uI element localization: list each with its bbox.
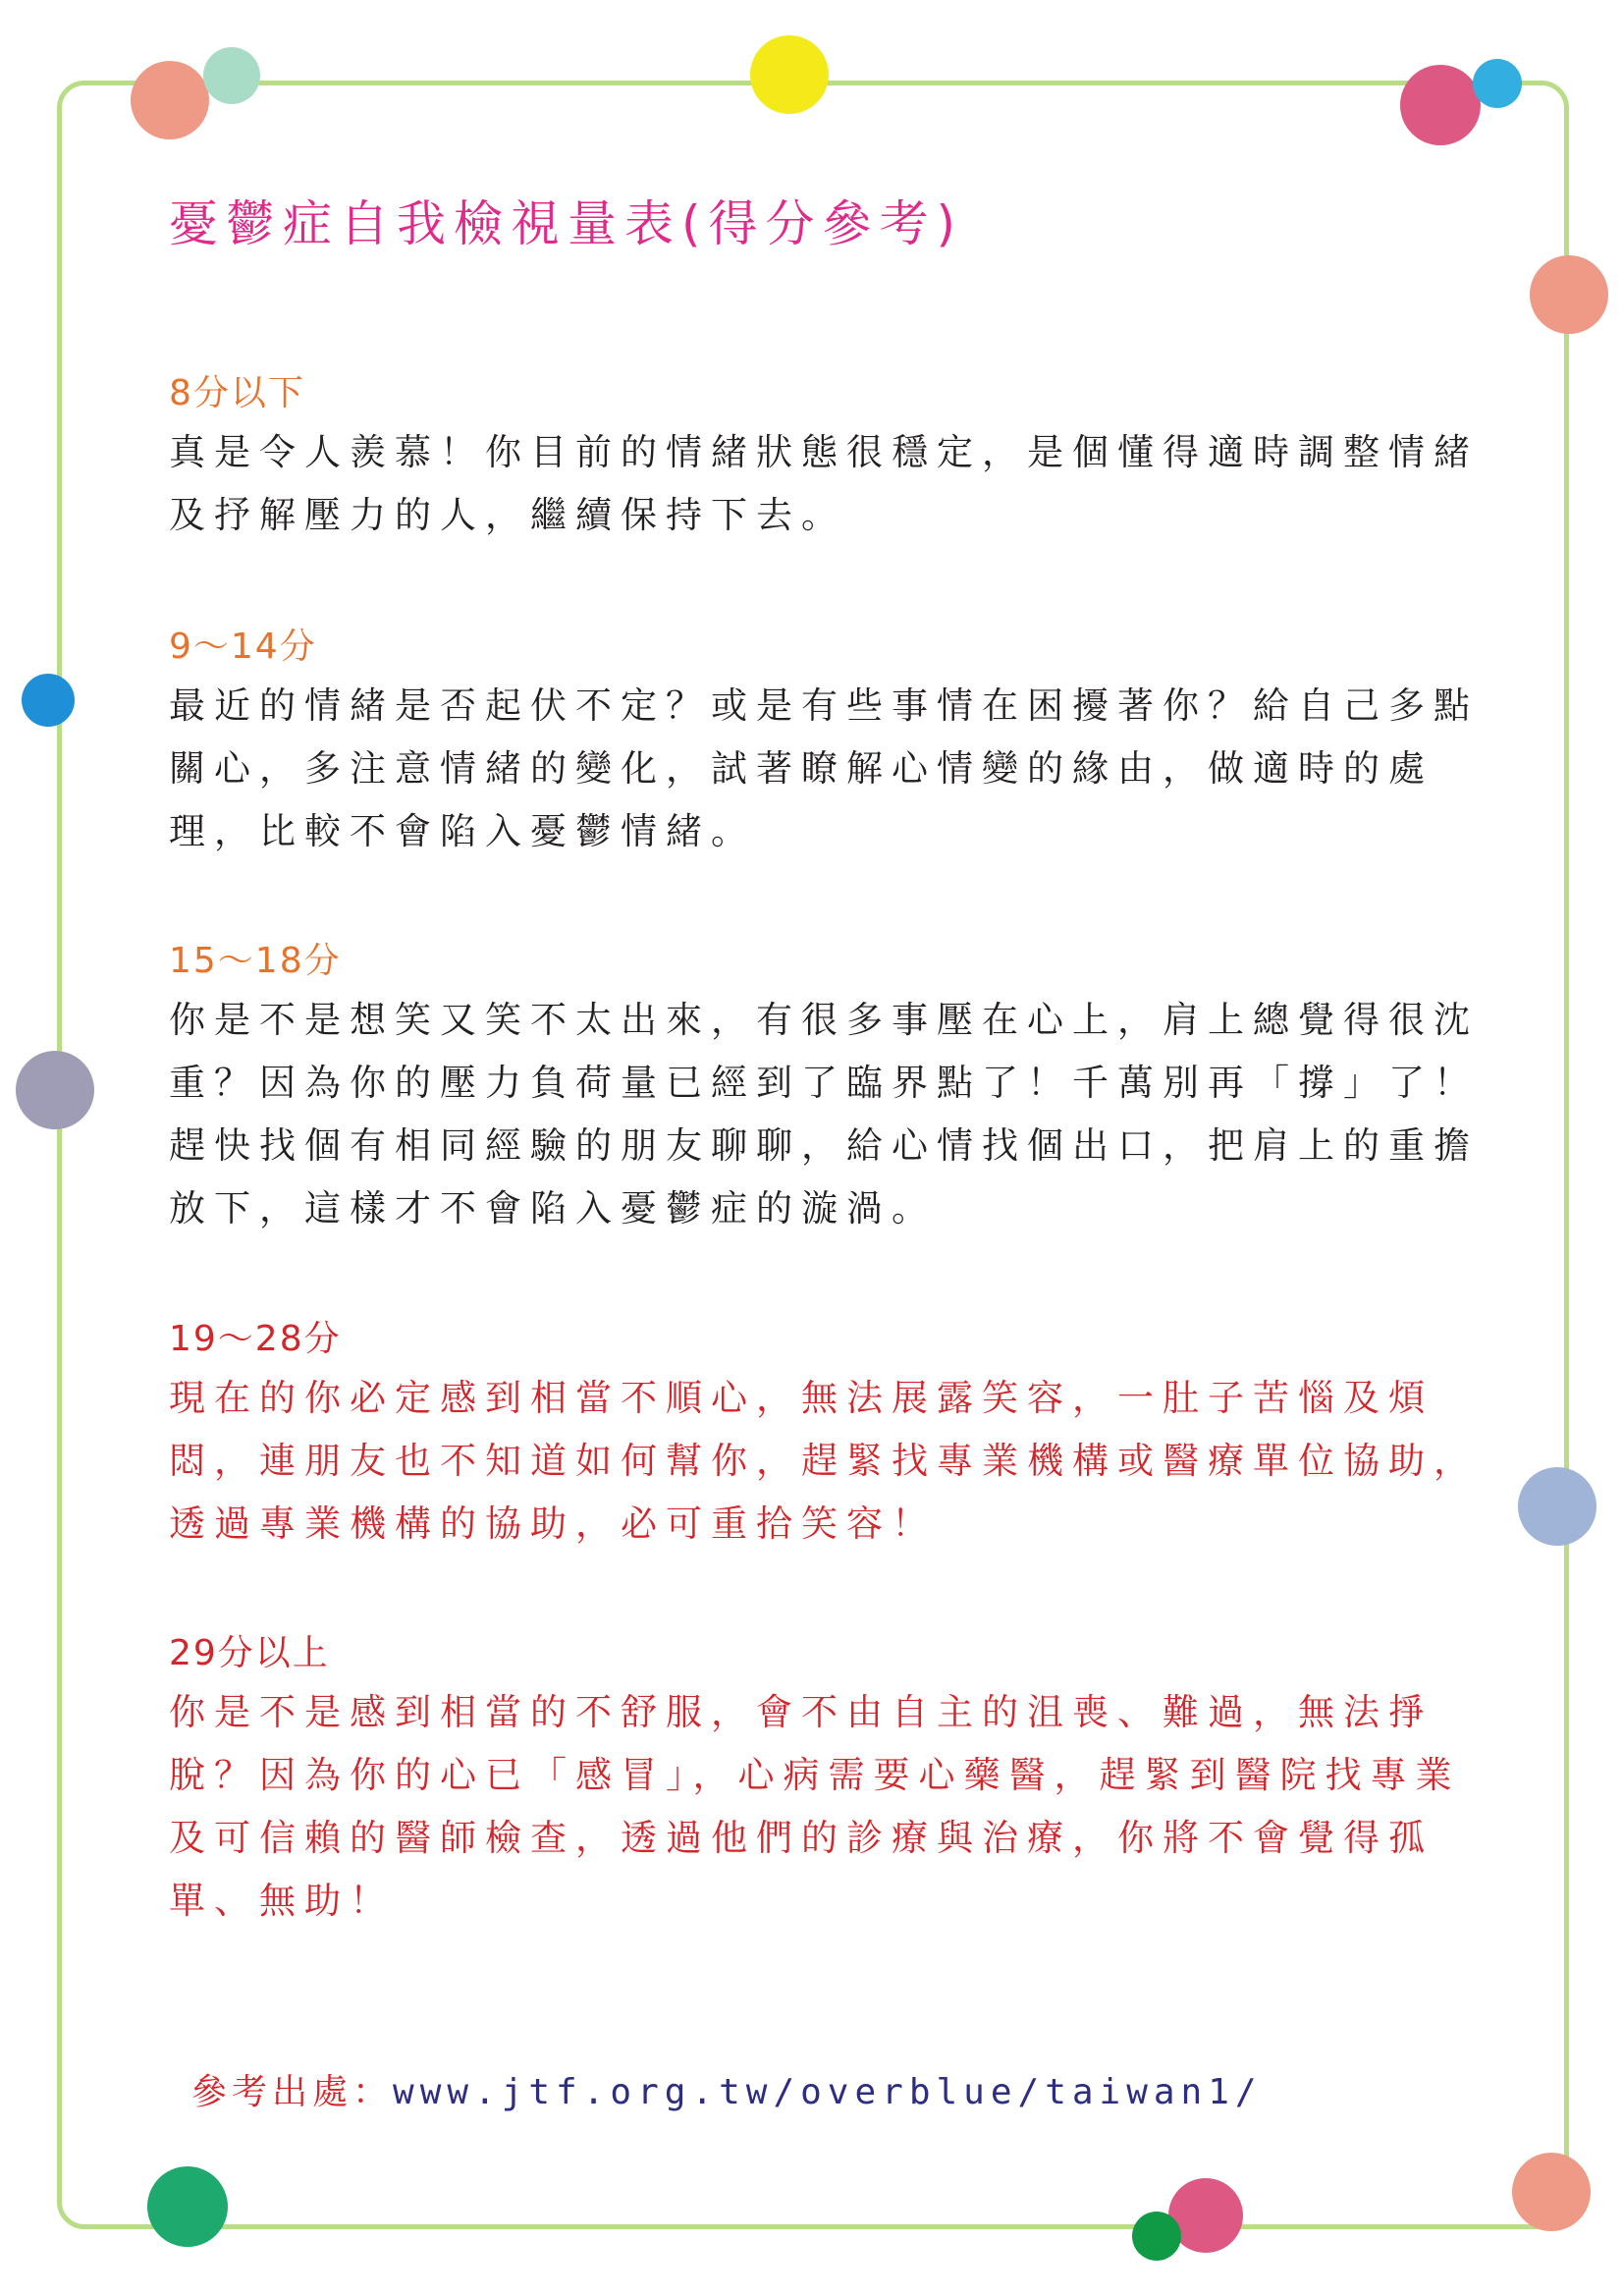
score-section-2 (169, 619, 1485, 863)
score-section-4 (169, 1311, 1485, 1556)
reference-source (191, 2064, 1263, 2114)
page-title: 憂鬱症自我檢視量表(得分參考) (169, 195, 964, 252)
score-description: 真是令人羨慕！你目前的情緒狀態很穩定，是個懂得適時調整情緒及抒解壓力的人，繼續保持下去。 (169, 431, 1479, 536)
score-range-heading: 29分以上 (169, 1633, 330, 1673)
score-range-heading: 8分以下 (169, 373, 305, 413)
decorative-dot (1518, 1467, 1596, 1546)
decorative-dot (750, 35, 829, 114)
decorative-dot (1512, 2153, 1591, 2231)
score-description: 現在的你必定感到相當不順心，無法展露笑容，一肚子苦惱及煩悶，連朋友也不知道如何幫你，趕緊找專業機構或醫療單位協助，透過專業機構的協助，必可重拾笑容！ (169, 1377, 1479, 1545)
decorative-dot (131, 61, 209, 139)
decorative-dot (1400, 65, 1481, 145)
score-range-heading: 19～28分 (169, 1319, 342, 1359)
score-range-heading: 9～14分 (169, 627, 317, 667)
score-description: 你是不是想笑又笑不太出來，有很多事壓在心上，肩上總覺得很沈重？因為你的壓力負荷量已經到了臨界點了！千萬別再「撐」了！趕快找個有相同經驗的朋友聊聊，給心情找個出口，把肩上的重擔放下，這樣才不會陷入憂鬱症的漩渦。 (169, 999, 1479, 1230)
decorative-dot (1530, 255, 1608, 334)
score-description: 你是不是感到相當的不舒服，會不由自主的沮喪、難過，無法掙脫？因為你的心已「感冒」，心病需要心藥醫，趕緊到醫院找專業及可信賴的醫師檢查，透過他們的診療與治療，你將不會覺得孤單、無助！ (169, 1691, 1461, 1922)
decorative-dot (1473, 59, 1522, 108)
score-section-3 (169, 933, 1485, 1240)
decorative-dot (147, 2166, 228, 2247)
score-description: 最近的情緒是否起伏不定？或是有些事情在困擾著你？給自己多點關心，多注意情緒的變化，試著瞭解心情變的緣由，做適時的處理，比較不會陷入憂鬱情緒。 (169, 684, 1479, 852)
reference-url[interactable]: www.jtf.org.tw/overblue/taiwan1/ (393, 2072, 1263, 2112)
reference-label: 參考出處： (191, 2072, 394, 2112)
decorative-dot (16, 1051, 94, 1129)
decorative-dot (1132, 2212, 1181, 2261)
score-section-1 (169, 365, 1485, 547)
score-range-heading: 15～18分 (169, 941, 342, 981)
score-section-5 (169, 1625, 1485, 1933)
decorative-dot (203, 47, 260, 104)
decorative-dot (22, 674, 75, 727)
